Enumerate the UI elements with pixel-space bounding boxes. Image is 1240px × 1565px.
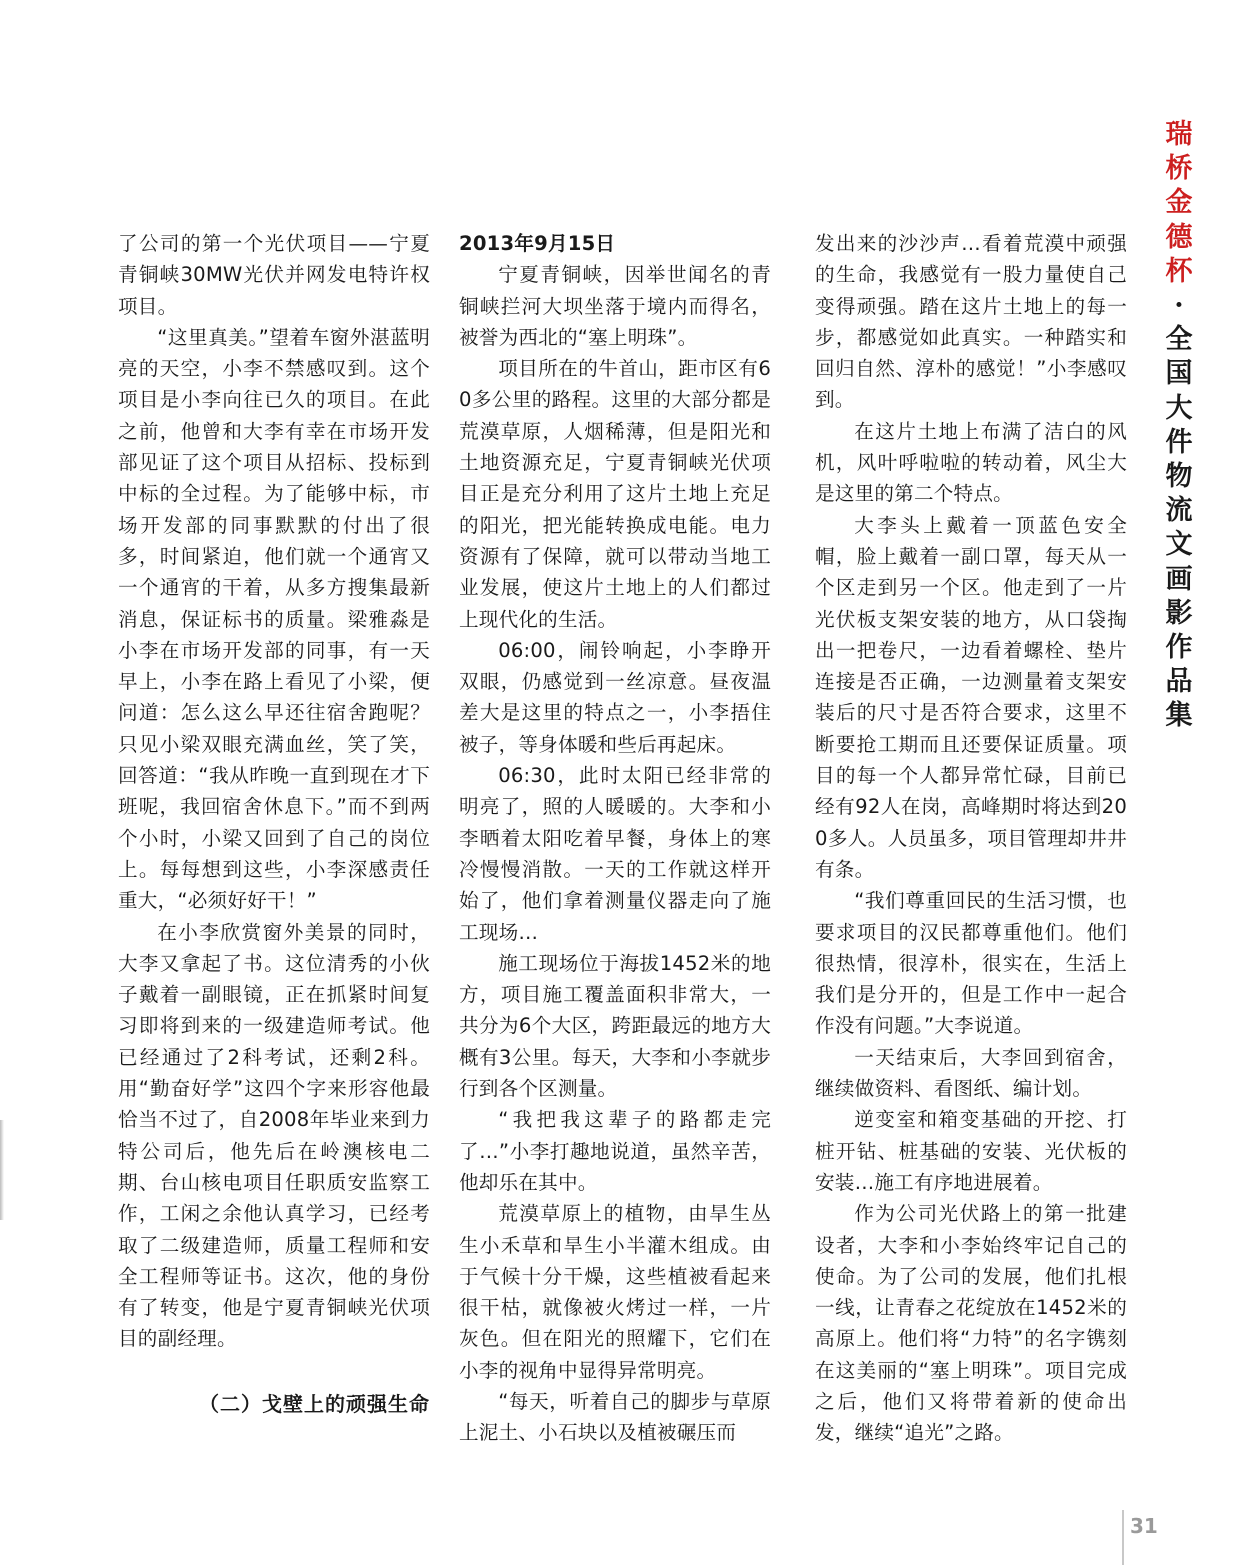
side-title-char: 德 — [1165, 221, 1193, 253]
date-heading: 2013年9月15日 — [459, 232, 616, 255]
side-title-char: 作 — [1165, 632, 1193, 664]
paragraph: 施工现场位于海拔1452米的地方，项目施工覆盖面积非常大，一共分为6个大区，跨距最远的地方大概有3公里。每天，大李和小李就步行到各个区测量。 — [459, 951, 771, 1101]
side-title-separator: · — [1174, 290, 1184, 322]
section-heading: （二）戈壁上的顽强生命 — [199, 1391, 430, 1416]
text-column-3 — [815, 228, 1127, 1449]
paragraph: 06:00，闹铃响起，小李睁开双眼，仍感觉到一丝凉意。昼夜温差大是这里的特点之一，小李捂住被子，等身体暖和些后再起床。 — [459, 638, 771, 756]
side-title-char: 品 — [1165, 666, 1193, 698]
paragraph: 在小李欣赏窗外美景的同时，大李又拿起了书。这位清秀的小伙子戴着一副眼镜，正在抓紧时间复习即将到来的一级建造师考试。他已经通过了2科考试，还剩2科。用“勤奋好学”这四个字来形容他最恰当不过了，自2008年毕业来到力特公司后，他先后在岭澳核电二期、台山核电项目任职质安监察工作，工闲之余他认真学习，已经考取了二级建造师，质量工程师和安全工程师等证书。这次，他的身份有了转变，他是宁夏青铜峡光伏项目的副经理。 — [118, 920, 430, 1351]
paragraph: 在这片土地上布满了洁白的风机，风叶呼啦啦的转动着，风尘大是这里的第二个特点。 — [815, 419, 1127, 506]
paragraph: “我把我这辈子的路都走完了…”小李打趣地说道，虽然辛苦，他却乐在其中。 — [459, 1108, 771, 1194]
paragraph: “这里真美。”望着车窗外湛蓝明亮的天空，小李不禁感叹到。这个项目是小李向往已久的项目。在此之前，他曾和大李有幸在市场开发部见证了这个项目从招标、投标到中标的全过程。为了能够中标，市场开发部的同事默默的付出了很多，时间紧迫，他们就一个通宵又一个通宵的干着，从多方搜集最新消息，保证标书的质量。梁雅淼是小李在市场开发部的同事，有一天早上，小李在路上看见了小梁，便问道：怎么这么早还往宿舍跑呢？只见小梁双眼充满血丝，笑了笑，回答道：“我从昨晚一直到现在才下班呢，我回宿舍休息下。”而不到两个小时，小梁又回到了自己的岗位上。每每想到这些，小李深感责任重大，“必须好好干！” — [118, 325, 430, 913]
text-column-2 — [459, 228, 771, 1449]
side-title-char: 瑞 — [1165, 119, 1193, 150]
side-title-char: 画 — [1165, 563, 1193, 595]
side-title-char: 全 — [1165, 324, 1193, 356]
side-title-char: 文 — [1165, 529, 1193, 561]
text-column-1 — [118, 228, 430, 1420]
side-title-char: 金 — [1165, 187, 1193, 219]
paragraph: 项目所在的牛首山，距市区有60多公里的路程。这里的大部分都是荒漠草原，人烟稀薄，但是阳光和土地资源充足，宁夏青铜峡光伏项目正是充分利用了这片土地上充足的阳光，把光能转换成电能。电力资源有了保障，就可以带动当地工业发展，使这片土地上的人们都过上现代化的生活。 — [459, 357, 771, 631]
side-title-char: 国 — [1165, 358, 1193, 390]
paragraph: 逆变室和箱变基础的开挖、打桩开钻、桩基础的安装、光伏板的安装…施工有序地进展着。 — [815, 1108, 1127, 1194]
paragraph: 宁夏青铜峡，因举世闻名的青铜峡拦河大坝坐落于境内而得名，被誉为西北的“塞上明珠”。 — [459, 263, 771, 349]
paragraph: 荒漠草原上的植物，由旱生丛生小禾草和旱生小半灌木组成。由于气候十分干燥，这些植被看起来很干枯，就像被火烤过一样，一片灰色。但在阳光的照耀下，它们在小李的视角中显得异常明亮。 — [459, 1202, 771, 1382]
paragraph: 发出来的沙沙声…看着荒漠中顽强的生命，我感觉有一股力量使自己变得顽强。踏在这片土地上的每一步，都感觉如此真实。一种踏实和回归自然、淳朴的感觉！”小李感叹到。 — [815, 232, 1127, 412]
paragraph: 大李头上戴着一顶蓝色安全帽，脸上戴着一副口罩，每天从一个区走到另一个区。他走到了一片光伏板支架安装的地方，从口袋掏出一把卷尺，一边看着螺栓、垫片连接是否正确，一边测量着支架安装后的尺寸是否符合要求，这里不断要抢工期而且还要保证质量。项目的每一个人都异常忙碌，目前已经有92人在岗，高峰期时将达到200多人。人员虽多，项目管理却井井有条。 — [815, 513, 1127, 881]
paragraph: 了公司的第一个光伏项目——宁夏青铜峡30MW光伏并网发电特许权项目。 — [118, 232, 430, 318]
side-title-char: 件 — [1165, 426, 1193, 458]
paragraph: 作为公司光伏路上的第一批建设者，大李和小李始终牢记自己的使命。为了公司的发展，他们扎根一线，让青春之花绽放在1452米的高原上。他们将“力特”的名字镌刻在这美丽的“塞上明珠”。项目完成之后，他们又将带着新的使命出发，继续“追光”之路。 — [815, 1202, 1127, 1445]
paragraph: 06:30，此时太阳已经非常的明亮了，照的人暖暖的。大李和小李晒着太阳吃着早餐，身体上的寒冷慢慢消散。一天的工作就这样开始了，他们拿着测量仪器走向了施工现场… — [459, 764, 771, 944]
page-number: 31 — [1130, 1514, 1158, 1538]
side-title-char: 集 — [1165, 700, 1193, 732]
page-number-divider — [1122, 1510, 1124, 1565]
side-title-char: 杯 — [1165, 255, 1193, 287]
side-title-char: 影 — [1165, 597, 1193, 629]
paragraph: 一天结束后，大李回到宿舍，继续做资料、看图纸、编计划。 — [815, 1045, 1127, 1101]
side-title-char: 流 — [1165, 495, 1193, 527]
paragraph: “每天，听着自己的脚步与草原上泥土、小石块以及植被碾压而 — [459, 1389, 771, 1445]
side-title-char: 大 — [1165, 392, 1193, 424]
side-title-char: 物 — [1165, 461, 1193, 493]
paragraph: “我们尊重回民的生活习惯，也要求项目的汉民都尊重他们。他们很热情，很淳朴，很实在，生活上我们是分开的，但是工作中一起合作没有问题。”大李说道。 — [815, 889, 1127, 1038]
vertical-side-title — [1162, 118, 1196, 734]
page-edge-shadow — [0, 1120, 4, 1220]
side-title-char: 桥 — [1165, 153, 1193, 185]
